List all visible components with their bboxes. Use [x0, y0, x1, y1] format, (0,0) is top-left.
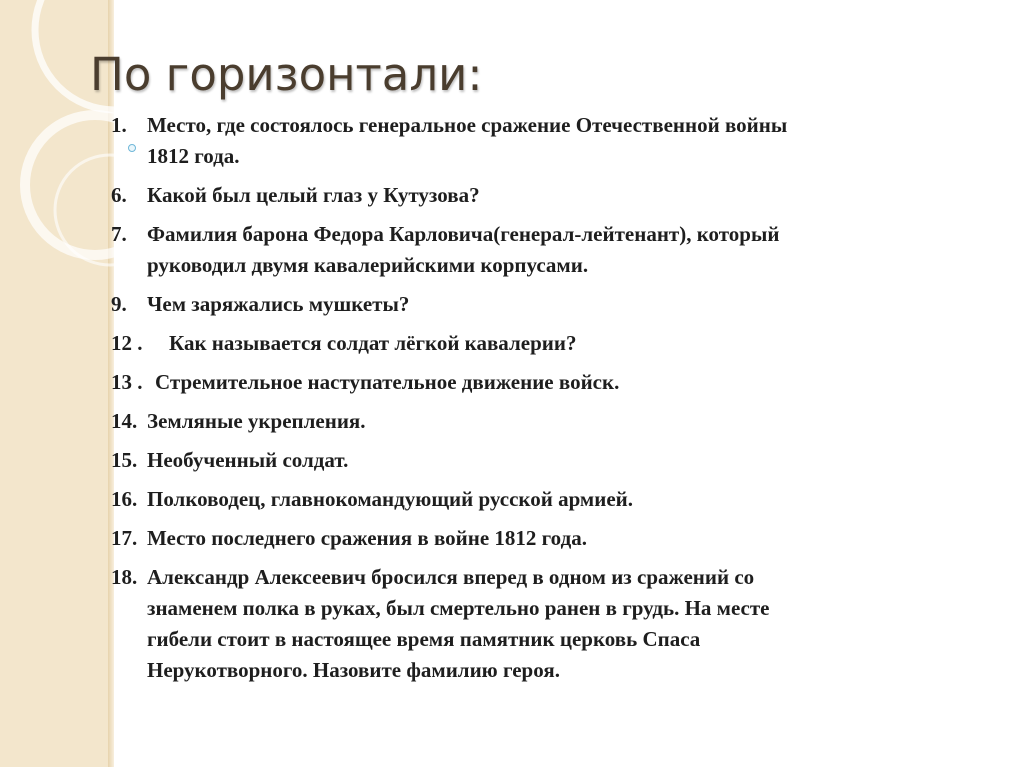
slide-title: По горизонтали:	[90, 48, 483, 101]
item-number: 12 .	[111, 331, 143, 355]
item-number: 13 .	[111, 370, 143, 394]
item-text: Необученный солдат.	[147, 448, 349, 472]
item-number: 17.	[111, 526, 138, 550]
item-number: 16.	[111, 487, 138, 511]
question-list	[111, 110, 911, 694]
item-text: Место, где состоялось генеральное сражение Отечественной войны 1812 года.	[147, 113, 788, 168]
list-item	[111, 367, 911, 398]
item-text: Александр Алексеевич бросился вперед в одном из сражений со знаменем полка в руках, был смертельно ранен в грудь. На месте гибели стоит в настоящее время памятник церковь Спаса Нерукотворного. Назовите фамилию героя.	[147, 565, 770, 682]
item-number: 18.	[111, 565, 138, 589]
item-number: 14.	[111, 409, 138, 433]
list-item	[111, 289, 911, 320]
item-number: 6.	[111, 183, 127, 207]
list-item	[111, 406, 911, 437]
list-item	[111, 110, 911, 172]
item-number: 9.	[111, 292, 127, 316]
item-text: Земляные укрепления.	[147, 409, 366, 433]
item-text: Фамилия барона Федора Карловича(генерал-лейтенант), который руководил двумя кавалерийскими корпусами.	[147, 222, 780, 277]
item-text: Как называется солдат лёгкой кавалерии?	[169, 331, 577, 355]
list-item	[111, 180, 911, 211]
list-item	[111, 328, 911, 359]
item-text: Полководец, главнокомандующий русской армией.	[147, 487, 634, 511]
list-item	[111, 219, 911, 281]
list-item	[111, 445, 911, 476]
item-text: Стремительное наступательное движение войск.	[155, 370, 620, 394]
item-text: Чем заряжались мушкеты?	[147, 292, 410, 316]
list-item	[111, 484, 911, 515]
item-number: 1.	[111, 113, 127, 137]
list-item	[111, 523, 911, 554]
item-text: Какой был целый глаз у Кутузова?	[147, 183, 480, 207]
item-number: 15.	[111, 448, 138, 472]
item-number: 7.	[111, 222, 127, 246]
item-text: Место последнего сражения в войне 1812 года.	[147, 526, 587, 550]
list-item	[111, 562, 911, 686]
